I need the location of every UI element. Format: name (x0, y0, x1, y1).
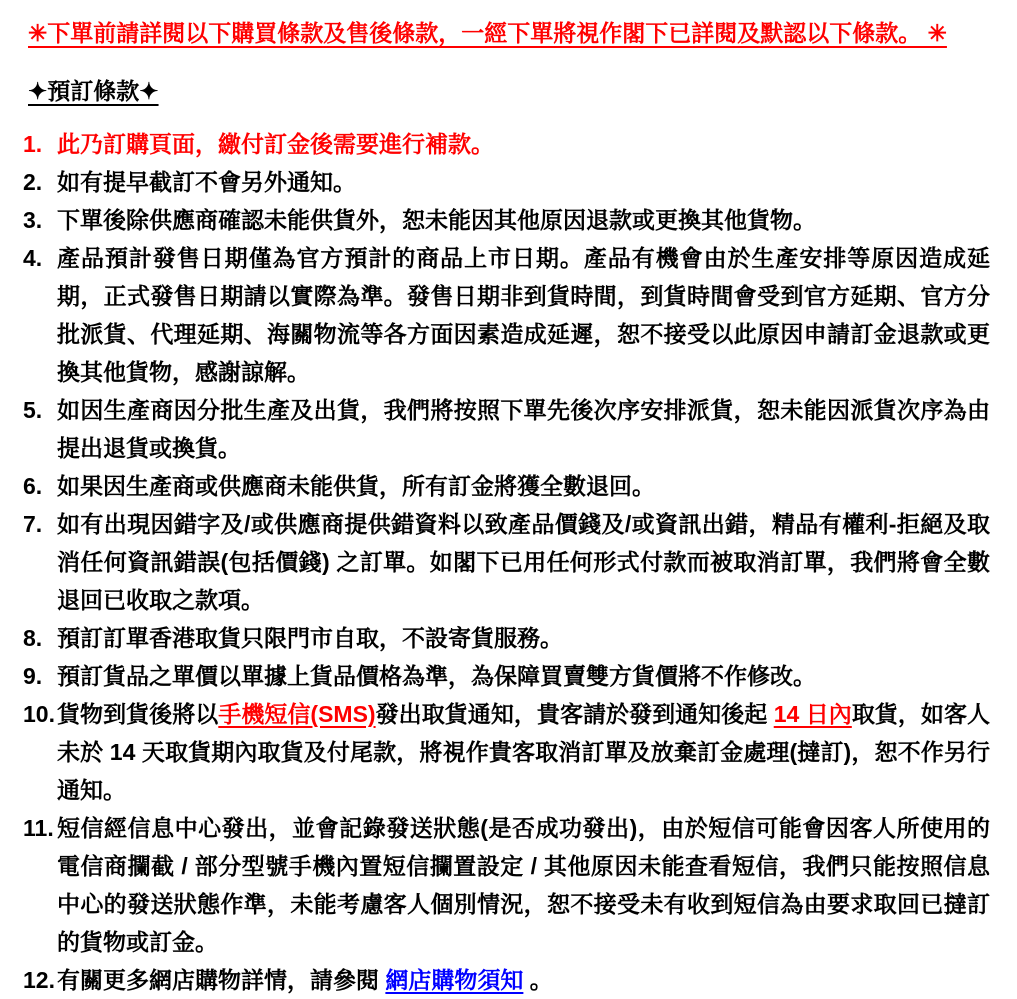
term-text: 如有提早截訂不會另外通知。 (57, 169, 356, 195)
term-number: 11. (23, 815, 54, 841)
term-text: 預訂貨品之單價以單據上貨品價格為準，為保障買賣雙方貨價將不作修改。 (57, 663, 816, 689)
term-item-3 (0, 201, 1017, 239)
preorder-terms-heading (28, 72, 1017, 110)
term-item-4 (0, 239, 1017, 391)
term-text: 發出取貨通知，貴客請於發到通知後起 (375, 701, 774, 727)
term-number: 7. (23, 511, 43, 537)
term-number: 5. (23, 397, 43, 423)
purchase-notice (28, 14, 997, 52)
term-item-2 (0, 163, 1017, 201)
term-text: 產品預計發售日期僅為官方預計的商品上市日期。產品有機會由於生產安排等原因造成延期，正式發售日期請以實際為準。發售日期非到貨時間，到貨時間會受到官方延期、官方分批派貨、代理延期、海關物流等各方面因素造成延遲，恕不接受以此原因申請訂金退款或更換其他貨物，感謝諒解。 (57, 245, 990, 385)
term-item-5 (0, 391, 1017, 467)
term-number: 9. (23, 663, 43, 689)
term-text: 如因生產商因分批生產及出貨，我們將按照下單先後次序安排派貨，恕未能因派貨次序為由提出退貨或換貨。 (57, 397, 990, 461)
term-text: 。 (523, 967, 553, 993)
term-number: 8. (23, 625, 43, 651)
preorder-terms-document (0, 14, 1017, 999)
term-item-1 (0, 125, 1017, 163)
term-item-8 (0, 619, 1017, 657)
shop-guide-link[interactable]: 網店購物須知 (385, 967, 524, 993)
term-number: 4. (23, 245, 43, 271)
term-text: 有關更多網店購物詳情，請參閱 (57, 967, 386, 993)
term-number: 3. (23, 207, 43, 233)
term-item-10 (0, 695, 1017, 809)
term-text: 短信經信息中心發出，並會記錄發送狀態(是否成功發出)，由於短信可能會因客人所使用的電信商攔截 / 部分型號手機內置短信攔置設定 / 其他原因未能查看短信，我們只能按照信息中心的發送狀態作準，未能考慮客人個別情況，恕不接受未有收到短信為由要求取回已撻訂的貨物或訂金。 (57, 815, 990, 955)
preorder-terms-heading-text: ✦預訂條款✦ (28, 78, 159, 104)
term-number: 2. (23, 169, 43, 195)
term-text: 如果因生產商或供應商未能供貨，所有訂金將獲全數退回。 (57, 473, 655, 499)
sms-highlight: 手機短信(SMS) (218, 701, 376, 727)
term-text: 此乃訂購頁面，繳付訂金後需要進行補款。 (57, 131, 494, 157)
terms-list (0, 125, 1017, 999)
term-item-11 (0, 809, 1017, 961)
pickup-days-highlight: 14 日內 (773, 701, 852, 727)
term-number: 6. (23, 473, 43, 499)
term-item-12 (0, 961, 1017, 999)
term-number: 10. (23, 701, 55, 727)
term-item-7 (0, 505, 1017, 619)
term-text: 預訂訂單香港取貨只限門市自取，不設寄貨服務。 (57, 625, 563, 651)
term-number: 12. (23, 967, 55, 993)
term-text: 下單後除供應商確認未能供貨外，恕未能因其他原因退款或更換其他貨物。 (57, 207, 816, 233)
term-text: 如有出現因錯字及/或供應商提供錯資料以致產品價錢及/或資訊出錯，精品有權利-拒絕及取消任何資訊錯誤(包括價錢) 之訂單。如閣下已用任何形式付款而被取消訂單，我們將會全數退回已收取之款項。 (57, 511, 990, 613)
term-item-9 (0, 657, 1017, 695)
term-item-6 (0, 467, 1017, 505)
term-number: 1. (23, 131, 43, 157)
purchase-notice-text: ✳下單前請詳閱以下購買條款及售後條款，一經下單將視作閣下已詳閱及默認以下條款。 ✳ (28, 20, 947, 46)
term-text: 取貨，如客人未於 14 天取貨期內取貨及付尾款，將視作貴客取消訂單及放棄訂金處理(撻訂)，恕不作另行通知。 (57, 701, 991, 803)
term-text: 貨物到貨後將以 (57, 701, 219, 727)
